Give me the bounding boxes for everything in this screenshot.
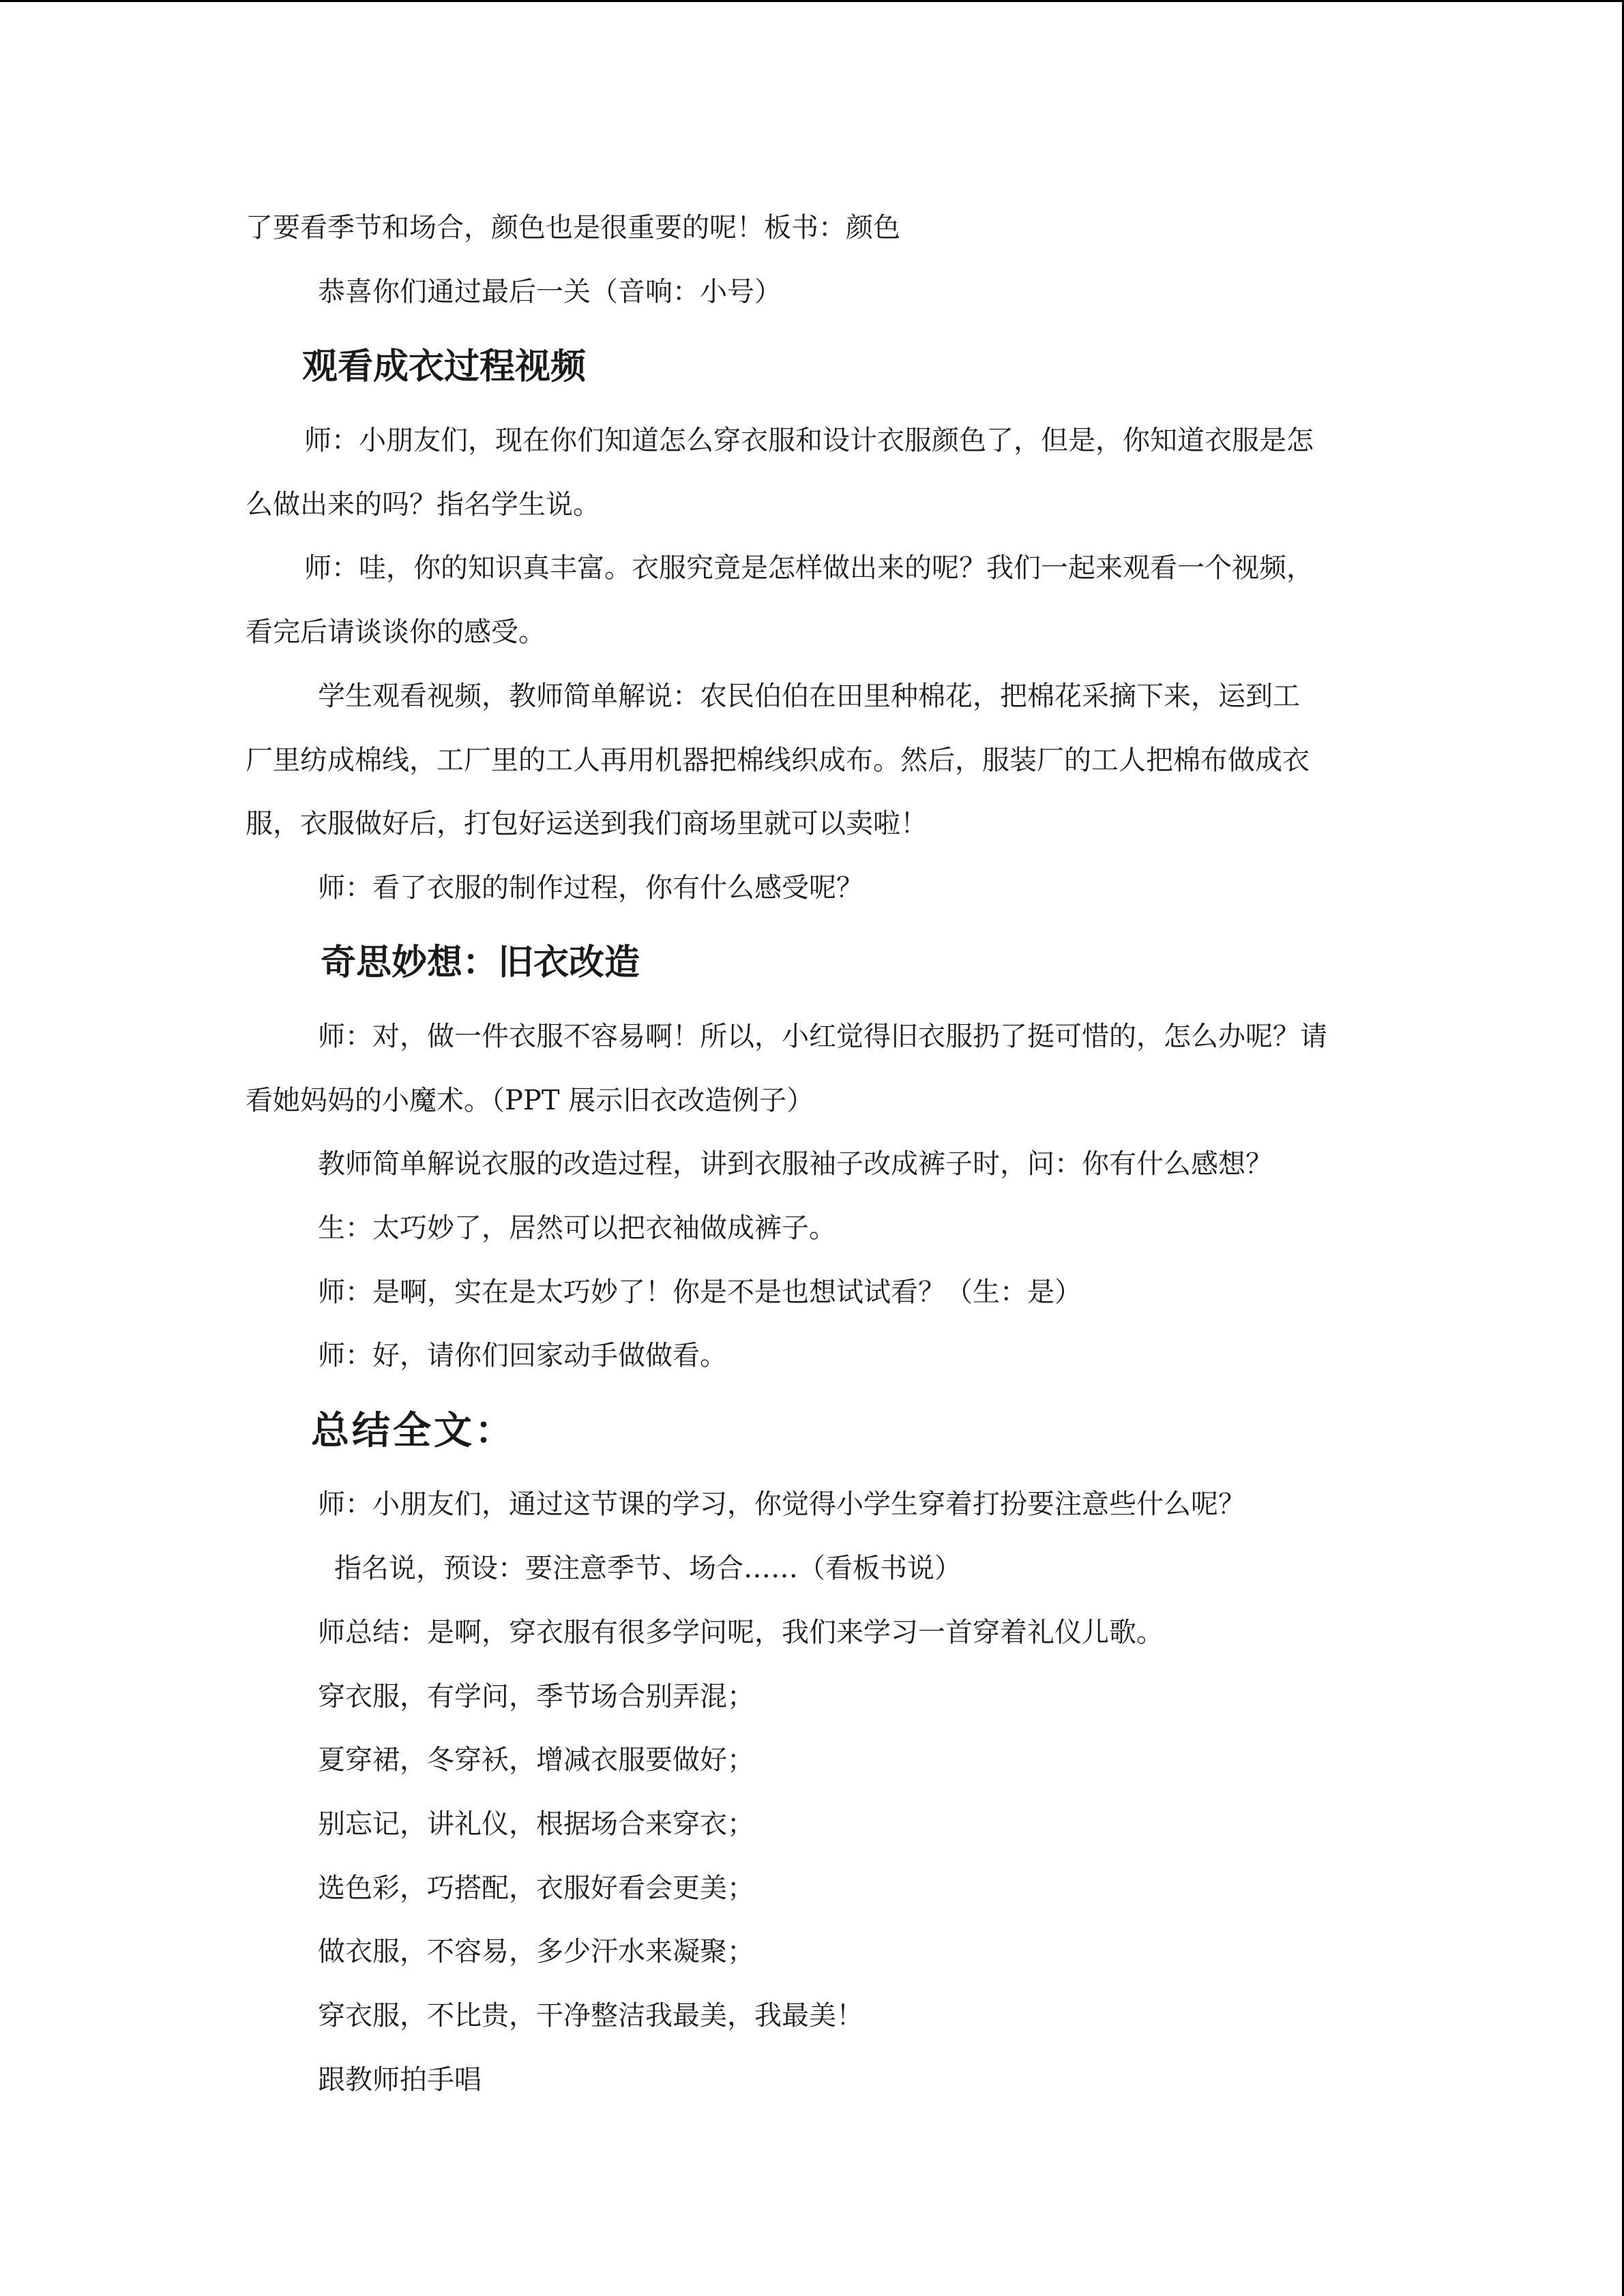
paragraph-line: 师：好，请你们回家动手做做看。 — [318, 1340, 727, 1371]
song-line: 做衣服，不容易，多少汗水来凝聚； — [318, 1936, 754, 1967]
section-heading-remake: 奇思妙想：旧衣改造 — [321, 942, 640, 983]
song-line: 夏穿裙，冬穿袄，增减衣服要做好； — [318, 1744, 754, 1776]
paragraph-line: 师：小朋友们，通过这节课的学习，你觉得小学生穿着打扮要注意些什么呢？ — [318, 1489, 1245, 1520]
song-line: 穿衣服，不比贵，干净整洁我最美，我最美！ — [318, 2000, 863, 2031]
song-line: 别忘记，讲礼仪，根据场合来穿衣； — [318, 1808, 754, 1840]
paragraph-line: 厂里纺成棉线，工厂里的工人再用机器把棉线织成布。然后，服装厂的工人把棉布做成衣 — [246, 745, 1310, 776]
section-heading-summary: 总结全文： — [311, 1408, 516, 1453]
paragraph-line: 师总结：是啊，穿衣服有很多学问呢，我们来学习一首穿着礼仪儿歌。 — [318, 1617, 1164, 1648]
song-line: 穿衣服，有学问，季节场合别弄混； — [318, 1681, 754, 1712]
paragraph-line: 师：小朋友们，现在你们知道怎么穿衣服和设计衣服颜色了，但是，你知道衣服是怎 — [304, 425, 1314, 456]
paragraph-line: 师：看了衣服的制作过程，你有什么感受呢？ — [318, 872, 863, 904]
paragraph-line: 么做出来的吗？指名学生说。 — [246, 489, 600, 520]
paragraph-line: 了要看季节和场合，颜色也是很重要的呢！板书：颜色 — [246, 212, 900, 243]
paragraph-line: 教师简单解说衣服的改造过程，讲到衣服袖子改成裤子时，问：你有什么感想？ — [318, 1148, 1273, 1180]
paragraph-line: 生：太巧妙了，居然可以把衣袖做成裤子。 — [318, 1212, 836, 1244]
paragraph-line: 看完后请谈谈你的感受。 — [246, 616, 546, 648]
song-line: 选色彩，巧搭配，衣服好看会更美； — [318, 1873, 754, 1904]
paragraph-line: 恭喜你们通过最后一关（音响：小号） — [318, 276, 782, 308]
page-top-border — [0, 0, 1624, 2]
paragraph-line: 师：是啊，实在是太巧妙了！你是不是也想试试看？（生：是） — [318, 1277, 1082, 1308]
paragraph-line: 师：对，做一件衣服不容易啊！所以，小红觉得旧衣服扔了挺可惜的，怎么办呢？请 — [318, 1021, 1327, 1052]
paragraph-line: 指名说，预设：要注意季节、场合……（看板书说） — [334, 1553, 962, 1584]
paragraph-line: 学生观看视频，教师简单解说：农民伯伯在田里种棉花，把棉花采摘下来，运到工 — [318, 681, 1300, 712]
paragraph-line: 跟教师拍手唱 — [318, 2064, 482, 2096]
paragraph-line: 看她妈妈的小魔术。（PPT 展示旧衣改造例子） — [246, 1085, 814, 1116]
section-heading-video: 观看成衣过程视频 — [302, 346, 587, 387]
paragraph-line: 服，衣服做好后，打包好运送到我们商场里就可以卖啦！ — [246, 808, 928, 839]
paragraph-line: 师：哇，你的知识真丰富。衣服究竟是怎样做出来的呢？我们一起来观看一个视频， — [304, 552, 1314, 584]
